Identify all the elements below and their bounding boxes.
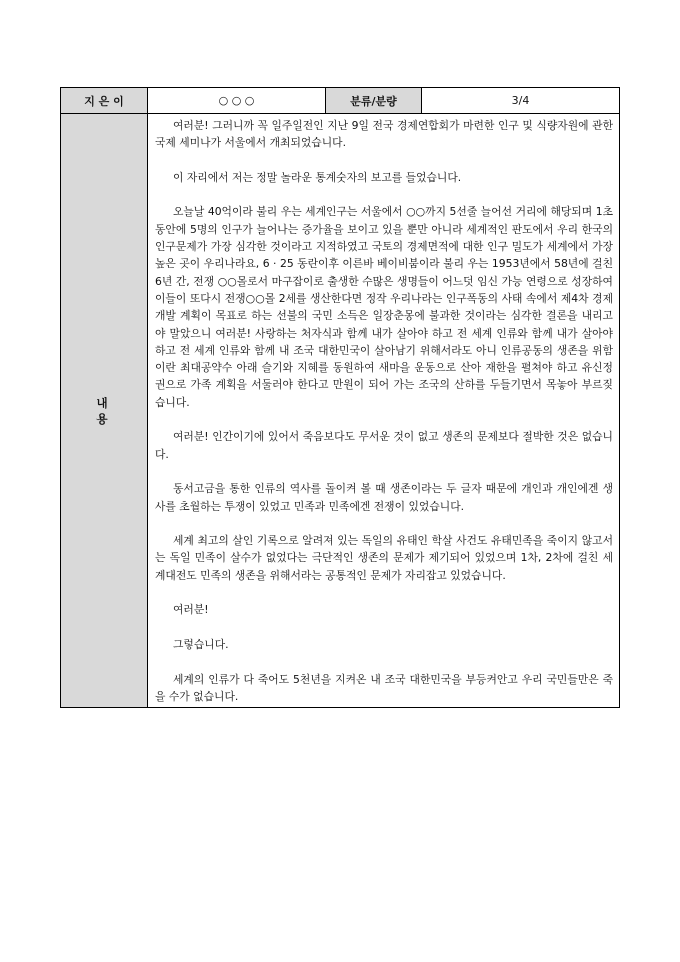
paragraph: 세계의 인류가 다 죽어도 5천년을 지켜온 내 조국 대한민국을 부등켜안고 우리 국민들만은 죽을 수가 없습니다. <box>155 672 613 703</box>
body-label: 내 용 <box>61 114 148 708</box>
paragraph: 그렇습니다. <box>173 637 229 651</box>
author-value: ○ ○ ○ <box>148 88 326 114</box>
header-row <box>61 88 620 114</box>
body-row <box>61 114 620 708</box>
body-content <box>148 114 620 708</box>
paragraph: 여러분! 그러니까 꼭 일주일전인 지난 9일 전국 경제연합회가 마련한 인구 및 식량자원에 관한 국제 세미나가 서울에서 개최되었습니다. <box>155 119 613 150</box>
paragraph: 세계 최고의 살인 기록으로 알려져 있는 독일의 유태인 학살 사건도 유태민족을 죽이지 않고서는 독일 민족이 살수가 없었다는 극단적인 생존의 문제가 제기되어 있었으며 1차, 2차에 걸친 세계대전도 민족의 생존을 위해서라는 공통적인 문제가 자리잡고 있었습니다. <box>155 534 613 582</box>
category-value: 3/4 <box>422 88 620 114</box>
author-label: 지 은 이 <box>61 88 148 114</box>
paragraph: 여러분! 인간이기에 있어서 죽음보다도 무서운 것이 없고 생존의 문제보다 절박한 것은 없습니다. <box>155 430 613 461</box>
paragraph: 여러분! <box>173 603 209 617</box>
paragraph: 동서고금을 통한 인류의 역사를 돌이켜 볼 때 생존이라는 두 글자 때문에 개인과 개인에겐 생사를 초월하는 투쟁이 있었고 민족과 민족에겐 전쟁이 있었습니다. <box>155 482 613 513</box>
paragraph: 이 자리에서 저는 정말 놀라운 통계숫자의 보고를 들었습니다. <box>173 170 462 184</box>
document-table <box>60 87 620 708</box>
category-label: 분류/분량 <box>326 88 422 114</box>
paragraph: 오늘날 40억이라 불리 우는 세계인구는 서울에서 ○○까지 5선줄 늘어선 거리에 해당되며 1초 동안에 5명의 인구가 늘어나는 증가율을 보이고 있을 뿐만 아니라 세계적인 판도에서 우리 한국의 인구문제가 가장 심각한 것이라고 지적하였고 국토의 경제면적에 대한 인구 밀도가 세계에서 가장 높은 곳이 우리나라요, 6 · 25 동란이후 이른바 베이비붐이라 불리 우는 1953년에서 58년에 걸친 6년 간, 전쟁 ○○몰로서 마구잡이로 출생한 수많은 생명들이 어느덧 임신 가능 연령으로 성장하여 이들이 또다시 전쟁○○몰 2세를 생산한다면 정작 우리나라는 인구폭동의 사태 속에서 제4차 경제개발 계획이 목표로 하는 선불의 국민 소득은 일장춘몽에 불과한 것이라는 심각한 결론을 내리고야 말았으니 여러분! 사랑하는 처자식과 함께 내가 살아야 하고 전 세계 인류와 함께 내가 살아야하고 전 세계 인류와 함께 내 조국 대한민국이 살아남기 위해서라도 아니 인류공동의 생존을 위함이란 최대공약수 아래 슬기와 지혜를 동원하여 새마을 운동으로 산아 재한을 펼쳐야 하고 유신정권으로 가족 계획을 서둘러야 한다고 만원이 되어 가는 조국의 산하를 두들기면서 목놓아 부르짖습니다. <box>155 205 613 409</box>
